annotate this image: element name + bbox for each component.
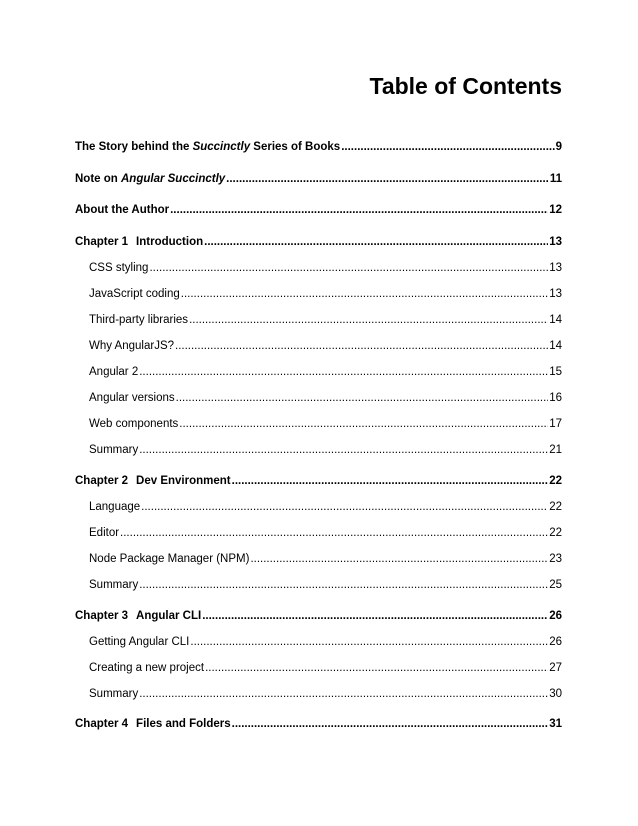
toc-entry-title: Language (89, 501, 141, 513)
toc-entry-about-author[interactable] (75, 203, 562, 217)
toc-chapter-1[interactable] (75, 235, 562, 249)
toc-page-number: 14 (549, 314, 562, 326)
toc-chapter-4[interactable] (75, 717, 562, 731)
toc-section[interactable] (89, 552, 562, 566)
toc-section[interactable] (89, 391, 562, 405)
page-title: Table of Contents (369, 73, 562, 99)
toc-entry-title: Editor (89, 527, 120, 539)
dot-leader (170, 203, 548, 217)
toc-section[interactable] (89, 578, 562, 592)
toc-page-number: 30 (549, 688, 562, 700)
toc-entry-title: Why AngularJS? (89, 340, 175, 352)
toc-section[interactable] (89, 339, 562, 353)
dot-leader (226, 172, 549, 186)
dot-leader (181, 287, 548, 301)
toc-section[interactable] (89, 313, 562, 327)
toc-entry-title: About the Author (75, 204, 170, 216)
toc-page-number: 15 (549, 366, 562, 378)
toc-page-number: 26 (549, 610, 562, 622)
dot-leader (139, 578, 548, 592)
toc-page-number: 25 (549, 579, 562, 591)
toc-entry-title: Node Package Manager (NPM) (89, 553, 250, 565)
dot-leader (204, 235, 548, 249)
toc-page-number: 11 (549, 173, 562, 185)
toc-entry-title: JavaScript coding (89, 288, 180, 300)
toc-section[interactable] (89, 287, 562, 301)
toc-entry-title: Note on Angular Succinctly (75, 173, 226, 185)
toc-entry-title: Summary (89, 688, 139, 700)
toc-entry-title: Summary (89, 579, 139, 591)
toc-entry-succinctly-story[interactable] (75, 140, 562, 154)
toc-page-number: 22 (549, 501, 562, 513)
dot-leader (179, 417, 548, 431)
toc-entry-title: The Story behind the Succinctly Series of Books (75, 141, 341, 153)
toc-entry-title: Chapter 1 Introduction (75, 236, 204, 248)
toc-entry-title: CSS styling (89, 262, 149, 274)
dot-leader (149, 261, 548, 275)
toc-section[interactable] (89, 261, 562, 275)
toc-entry-title: Angular 2 (89, 366, 139, 378)
dot-leader (189, 313, 548, 327)
toc-entry-title: Summary (89, 444, 139, 456)
toc-page-number: 13 (549, 288, 562, 300)
toc-section[interactable] (89, 500, 562, 514)
toc-page-number: 31 (549, 718, 562, 730)
dot-leader (141, 500, 548, 514)
toc-chapter-3[interactable] (75, 609, 562, 623)
dot-leader (175, 339, 548, 353)
toc-section[interactable] (89, 526, 562, 540)
toc-page-number: 22 (549, 475, 562, 487)
dot-leader (202, 609, 548, 623)
toc-entry-title: Web components (89, 418, 179, 430)
toc-entry-title: Chapter 2 Dev Environment (75, 475, 231, 487)
toc-entry-title: Chapter 4 Files and Folders (75, 718, 231, 730)
dot-leader (176, 391, 549, 405)
toc-section[interactable] (89, 443, 562, 457)
toc-page-number: 12 (549, 204, 562, 216)
toc-section[interactable] (89, 687, 562, 701)
toc-entry-title: Creating a new project (89, 662, 205, 674)
dot-leader (120, 526, 548, 540)
toc-page-number: 26 (549, 636, 562, 648)
toc-section[interactable] (89, 365, 562, 379)
toc-page-number: 13 (549, 236, 562, 248)
dot-leader (139, 443, 548, 457)
dot-leader (232, 717, 549, 731)
toc-section[interactable] (89, 417, 562, 431)
toc-page-number: 9 (555, 141, 562, 153)
toc-entry-note-on-angular[interactable] (75, 172, 562, 186)
toc-page-number: 14 (549, 340, 562, 352)
dot-leader (341, 140, 554, 154)
dot-leader (205, 661, 548, 675)
dot-leader (139, 687, 548, 701)
toc-page-number: 21 (549, 444, 562, 456)
dot-leader (232, 474, 549, 488)
toc-entry-title: Getting Angular CLI (89, 636, 190, 648)
toc-page-number: 22 (549, 527, 562, 539)
toc-page-number: 17 (549, 418, 562, 430)
toc-page-number: 13 (549, 262, 562, 274)
dot-leader (190, 635, 548, 649)
toc-page-number: 23 (549, 553, 562, 565)
toc-entry-title: Chapter 3 Angular CLI (75, 610, 202, 622)
toc-entry-title: Angular versions (89, 392, 175, 404)
toc-chapter-2[interactable] (75, 474, 562, 488)
dot-leader (250, 552, 548, 566)
toc-page-number: 27 (549, 662, 562, 674)
dot-leader (139, 365, 548, 379)
toc-page-number: 16 (549, 392, 562, 404)
toc-section[interactable] (89, 635, 562, 649)
toc-section[interactable] (89, 661, 562, 675)
toc-entry-title: Third-party libraries (89, 314, 189, 326)
